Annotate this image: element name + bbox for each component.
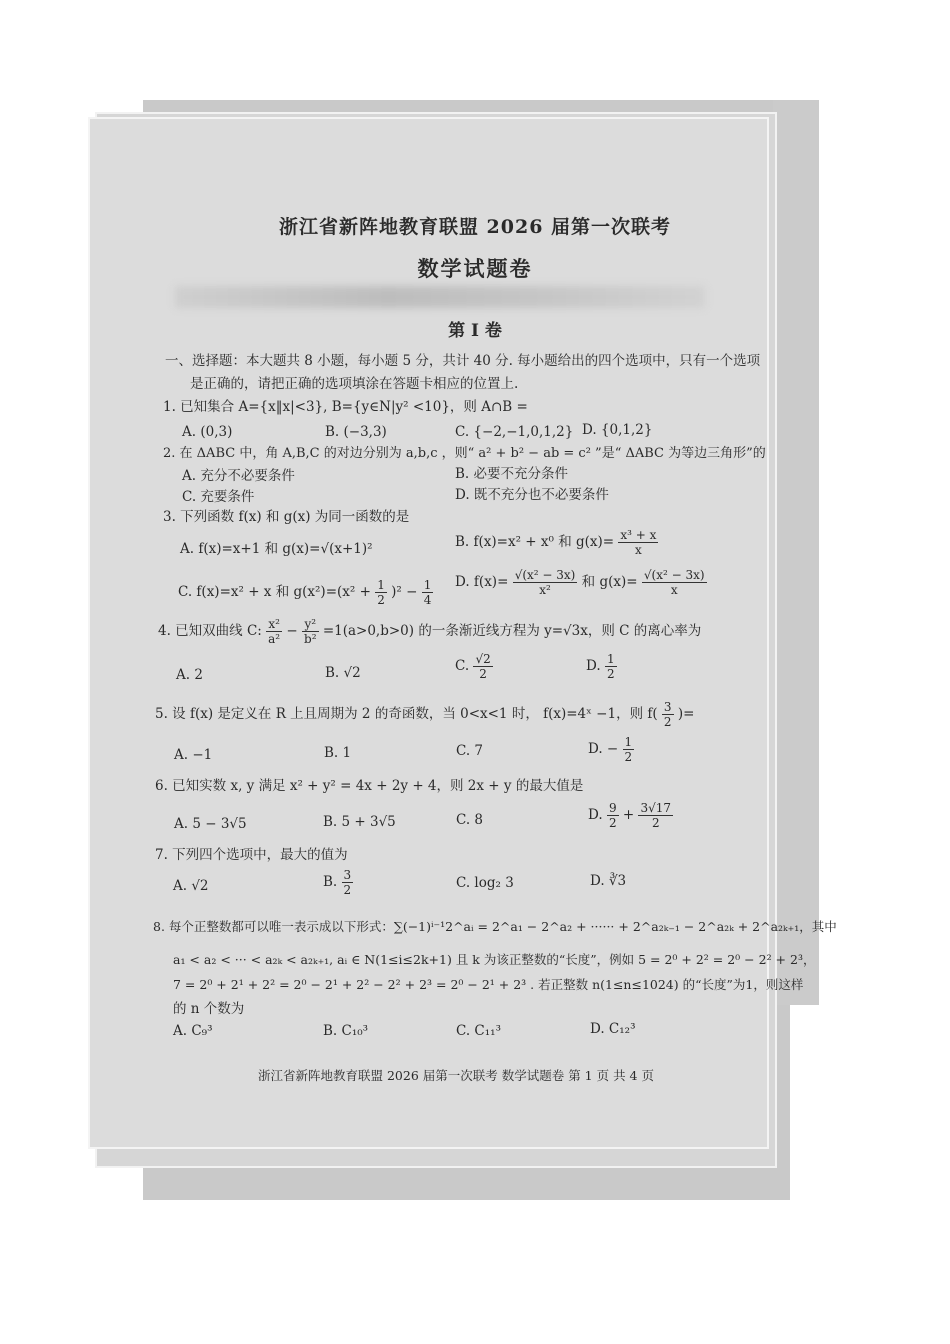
question-8-stem: 8. 每个正整数都可以唯一表示成以下形式：∑(−1)ⁱ⁻¹2^aᵢ = 2^a₁ − 2^a₂ + ······ + 2^a₂ₖ₋₁ − 2^a₂ₖ + 2^a₂ₖ₊₁，其中 bbox=[153, 919, 837, 934]
question-8-line2: a₁ < a₂ < ··· < a₂ₖ < a₂ₖ₊₁, aᵢ ∈ N(1≤i≤2k+1) 且 k 为该正整数的“长度”，例如 5 = 2⁰ + 2² = 2⁰ − 2² + 2³， bbox=[173, 952, 816, 967]
q7-option-b bbox=[323, 868, 353, 897]
blurred-region bbox=[175, 286, 705, 308]
q3-d-mid: 和 g(x)= bbox=[581, 574, 638, 590]
q3-c-den1: 2 bbox=[377, 593, 385, 607]
q3-c-den2: 4 bbox=[423, 593, 432, 607]
q4-stem-pre: 4. 已知双曲线 C: bbox=[158, 623, 262, 639]
q1-option-b: B. (−3,3) bbox=[325, 424, 387, 440]
q5-d-num: 1 bbox=[624, 735, 633, 749]
q8-option-c: C. C₁₁³ bbox=[456, 1023, 501, 1039]
q3-d-den2: x bbox=[670, 583, 678, 597]
q4-d-den: 2 bbox=[606, 667, 615, 681]
q3-d-fraction1 bbox=[513, 568, 578, 597]
page-footer: 浙江省新阵地教育联盟 2026 届第一次联考 数学试题卷 第 1 页 共 4 页 bbox=[258, 1068, 654, 1083]
q3-b-den: x bbox=[635, 543, 642, 557]
q6-d-text: D. bbox=[588, 807, 603, 823]
question-3-stem: 3. 下列函数 f(x) 和 g(x) 为同一函数的是 bbox=[163, 509, 410, 525]
q7-option-c: C. log₂ 3 bbox=[456, 875, 514, 891]
question-5-stem bbox=[155, 700, 694, 729]
q4-f2-den: b² bbox=[304, 632, 317, 646]
q4-d-text: D. bbox=[586, 658, 601, 674]
q2-option-a: A. 充分不必要条件 bbox=[182, 468, 295, 484]
q2-option-b: B. 必要不充分条件 bbox=[455, 466, 569, 482]
q1-option-c: C. {−2,−1,0,1,2} bbox=[455, 424, 574, 440]
q4-d-num: 1 bbox=[606, 652, 615, 666]
q5-stem-num: 3 bbox=[663, 700, 672, 714]
q3-c-text: C. f(x)=x² + x 和 g(x²)=(x² + bbox=[178, 584, 371, 600]
q3-option-d bbox=[455, 568, 707, 597]
q4-option-b: B. √2 bbox=[325, 665, 361, 681]
question-1-stem: 1. 已知集合 A={x‖x|<3}, B={y∈N|y² <10}，则 A∩B = bbox=[163, 399, 528, 415]
q5-stem-fraction bbox=[662, 700, 674, 729]
question-8-line4: 的 n 个数为 bbox=[173, 1001, 245, 1017]
q4-f1-num: x² bbox=[266, 617, 282, 632]
q7-b-den: 2 bbox=[343, 883, 352, 897]
q3-c-num1: 1 bbox=[377, 578, 385, 592]
q6-option-d bbox=[588, 801, 673, 830]
q6-d-fraction2 bbox=[638, 801, 673, 830]
q3-option-c bbox=[178, 578, 433, 607]
q7-option-a: A. √2 bbox=[173, 878, 209, 894]
q6-d-den1: 2 bbox=[608, 816, 617, 830]
q3-d-num1: √(x² − 3x) bbox=[514, 568, 576, 582]
q3-c-mid: )² − bbox=[391, 584, 418, 600]
q2-option-c: C. 充要条件 bbox=[182, 489, 255, 505]
q6-d-den2: 2 bbox=[651, 816, 660, 830]
q3-d-den1: x² bbox=[539, 583, 551, 597]
q4-f1-den: a² bbox=[268, 632, 281, 646]
q3-b-num: x³ + x bbox=[620, 528, 657, 542]
q6-option-a: A. 5 − 3√5 bbox=[174, 816, 247, 832]
q4-f2-num: y² bbox=[302, 617, 319, 632]
q5-option-c: C. 7 bbox=[456, 743, 484, 759]
q8-option-b: B. C₁₀³ bbox=[323, 1023, 369, 1039]
q3-option-a: A. f(x)=x+1 和 g(x)=√(x+1)² bbox=[180, 541, 373, 557]
q3-option-b bbox=[455, 528, 658, 557]
question-2-stem: 2. 在 ΔABC 中，角 A,B,C 的对边分别为 a,b,c ，则“ a² + b² − ab = c² ”是“ ΔABC 为等边三角形”的 bbox=[163, 446, 766, 461]
q4-fraction-x bbox=[266, 617, 282, 646]
q4-d-fraction bbox=[605, 652, 617, 681]
q4-fraction-y bbox=[302, 617, 319, 646]
q6-d-fraction1 bbox=[607, 801, 619, 830]
q3-c-num2: 1 bbox=[423, 578, 432, 592]
q1-option-a: A. (0,3) bbox=[182, 424, 233, 440]
q6-option-b: B. 5 + 3√5 bbox=[323, 814, 396, 830]
q5-stem-end: )= bbox=[677, 706, 695, 722]
q6-d-num1: 9 bbox=[608, 801, 617, 815]
q5-option-a: A. −1 bbox=[174, 747, 213, 763]
q3-d-num2: √(x² − 3x) bbox=[643, 568, 705, 582]
q4-option-a: A. 2 bbox=[176, 667, 203, 683]
q5-option-b: B. 1 bbox=[324, 745, 352, 761]
q4-option-d bbox=[586, 652, 617, 681]
question-7-stem: 7. 下列四个选项中，最大的值为 bbox=[155, 847, 348, 863]
exam-title: 浙江省新阵地教育联盟 2026 届第一次联考 bbox=[278, 216, 672, 238]
q6-d-plus: + bbox=[622, 807, 635, 823]
q6-d-num2: 3√17 bbox=[640, 801, 672, 815]
q5-option-d bbox=[588, 735, 634, 764]
volume-heading: 第 I 卷 bbox=[448, 321, 502, 341]
q5-stem-text: 5. 设 f(x) 是定义在 R 上且周期为 2 的奇函数，当 0<x<1 时， f(x)=4ˣ −1，则 f( bbox=[155, 706, 658, 722]
q3-c-fraction1 bbox=[375, 578, 387, 607]
section-instructions: 一、选择题：本大题共 8 小题，每小题 5 分，共计 40 分. 每小题给出的四个选项中，只有一个选项 bbox=[165, 353, 761, 369]
q4-stem-post: =1(a>0,b>0) 的一条渐近线方程为 y=√3x，则 C 的离心率为 bbox=[322, 623, 702, 639]
q7-b-fraction bbox=[342, 868, 354, 897]
q5-d-fraction bbox=[623, 735, 635, 764]
q3-d-fraction2 bbox=[642, 568, 707, 597]
question-8-line3: 7 = 2⁰ + 2¹ + 2² = 2⁰ − 2¹ + 2² − 2² + 2³ = 2⁰ − 2¹ + 2³ . 若正整数 n(1≤n≤1024) 的“长度”为1，则这样 bbox=[173, 977, 804, 992]
q6-option-c: C. 8 bbox=[456, 812, 484, 828]
q4-option-c bbox=[455, 652, 493, 681]
q7-b-num: 3 bbox=[343, 868, 352, 882]
q1-option-d: D. {0,1,2} bbox=[582, 422, 653, 438]
q5-d-den: 2 bbox=[624, 750, 633, 764]
q3-c-fraction2 bbox=[422, 578, 434, 607]
q3-b-fraction bbox=[618, 528, 658, 557]
q4-c-text: C. bbox=[455, 658, 470, 674]
q5-stem-den: 2 bbox=[663, 715, 672, 729]
question-4-stem bbox=[158, 617, 701, 646]
q4-c-num: √2 bbox=[475, 652, 491, 666]
q8-option-a: A. C₉³ bbox=[173, 1023, 213, 1039]
q4-c-den: 2 bbox=[479, 667, 487, 681]
q8-option-d: D. C₁₂³ bbox=[590, 1021, 636, 1037]
q4-c-fraction bbox=[473, 652, 492, 681]
question-6-stem: 6. 已知实数 x, y 满足 x² + y² = 4x + 2y + 4，则 2x + y 的最大值是 bbox=[155, 778, 584, 794]
q4-minus: − bbox=[286, 623, 298, 639]
q2-option-d: D. 既不充分也不必要条件 bbox=[455, 487, 609, 503]
q7-b-text: B. bbox=[323, 874, 338, 890]
q5-d-text: D. − bbox=[588, 741, 619, 757]
q3-d-text: D. f(x)= bbox=[455, 574, 509, 590]
exam-subtitle: 数学试题卷 bbox=[417, 256, 533, 281]
section-instructions-cont: 是正确的，请把正确的选项填涂在答题卡相应的位置上. bbox=[190, 376, 519, 392]
q3-b-text: B. f(x)=x² + x⁰ 和 g(x)= bbox=[455, 534, 615, 550]
q7-option-d: D. ∛3 bbox=[590, 873, 627, 889]
